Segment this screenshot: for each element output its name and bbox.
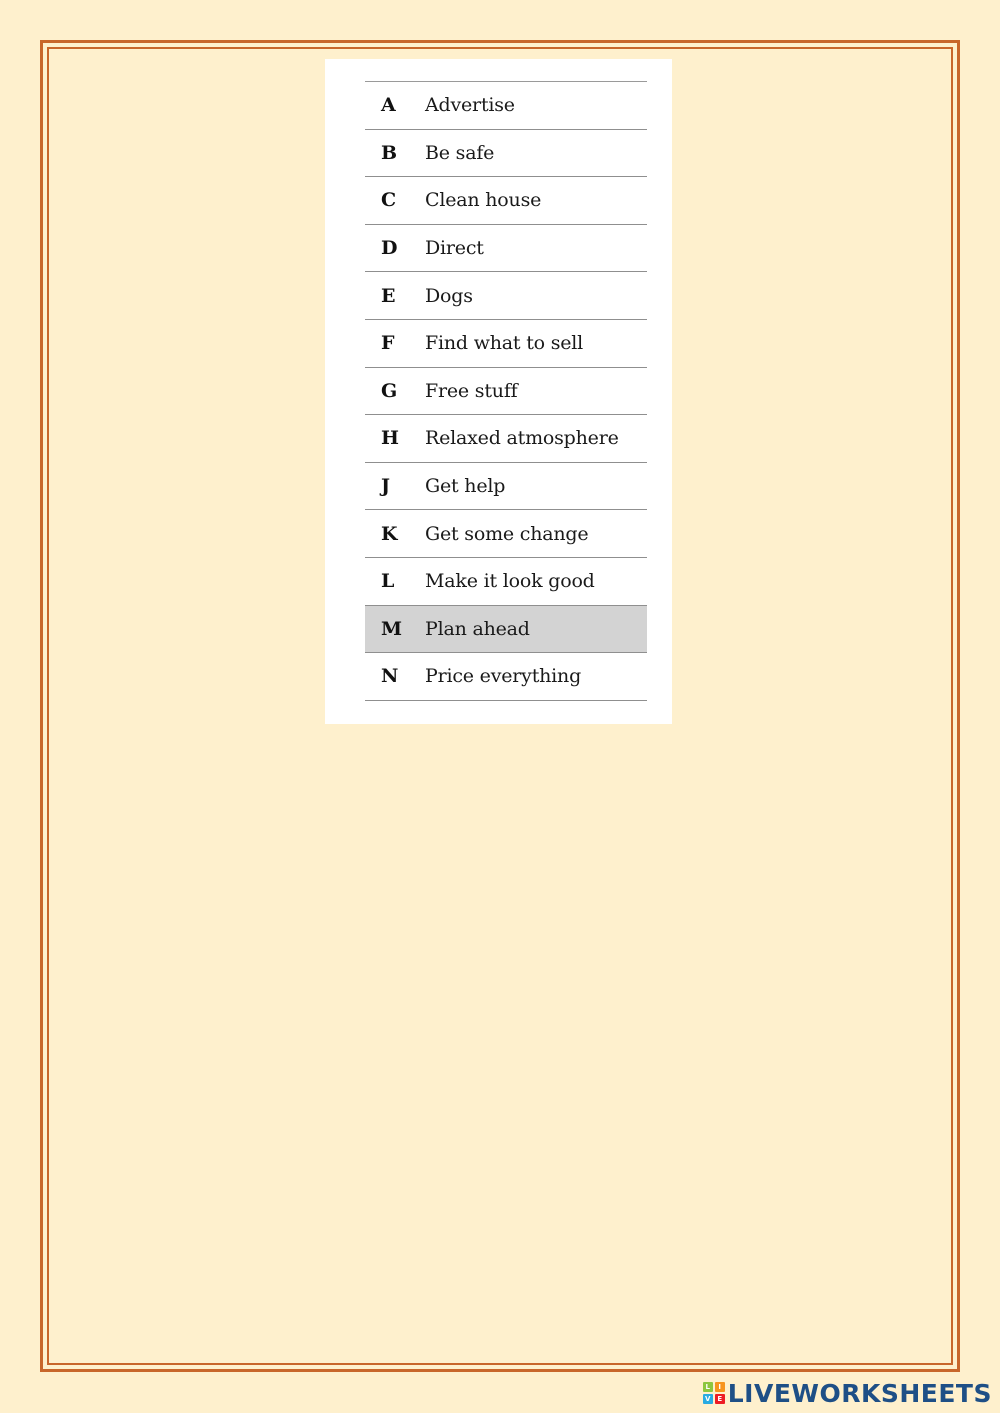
brand-name: LIVEWORKSHEETS — [727, 1378, 992, 1408]
option-text: Get some change — [425, 522, 589, 545]
option-row — [365, 558, 647, 606]
logo-letter-i: I — [715, 1382, 725, 1392]
options-panel — [325, 59, 672, 724]
option-row — [365, 653, 647, 701]
option-text: Get help — [425, 475, 506, 498]
option-row — [365, 225, 647, 273]
option-row — [365, 320, 647, 368]
options-list — [365, 81, 647, 701]
option-text: Find what to sell — [425, 332, 584, 355]
logo-letter-v: V — [703, 1394, 713, 1404]
logo-letter-l: L — [703, 1382, 713, 1392]
option-text: Relaxed atmosphere — [425, 427, 619, 450]
option-letter: A — [381, 94, 396, 117]
option-letter: B — [381, 141, 398, 164]
option-letter: D — [381, 237, 398, 260]
option-text: Price everything — [425, 665, 582, 688]
option-row — [365, 82, 647, 130]
option-row — [365, 177, 647, 225]
option-letter: E — [381, 284, 396, 307]
option-row-highlighted — [365, 606, 647, 654]
option-text: Make it look good — [425, 570, 595, 593]
option-text: Dogs — [425, 284, 473, 307]
option-letter: N — [381, 665, 399, 688]
option-letter: K — [381, 522, 398, 545]
option-letter: L — [381, 570, 395, 593]
logo-letter-e: E — [715, 1394, 725, 1404]
option-row — [365, 510, 647, 558]
option-text: Free stuff — [425, 379, 518, 402]
option-letter: C — [381, 189, 397, 212]
option-row — [365, 368, 647, 416]
option-text: Advertise — [425, 94, 515, 117]
option-row — [365, 272, 647, 320]
option-text: Clean house — [425, 189, 542, 212]
option-letter: G — [381, 379, 398, 402]
option-row — [365, 415, 647, 463]
option-letter: F — [381, 332, 395, 355]
liveworksheets-brand[interactable] — [703, 1376, 992, 1410]
liveworksheets-logo-icon — [703, 1382, 725, 1404]
option-row — [365, 130, 647, 178]
option-row — [365, 463, 647, 511]
option-text: Be safe — [425, 141, 495, 164]
option-letter: J — [381, 475, 390, 498]
option-text: Direct — [425, 237, 484, 260]
option-letter: M — [381, 617, 403, 640]
option-letter: H — [381, 427, 399, 450]
option-text: Plan ahead — [425, 617, 530, 640]
